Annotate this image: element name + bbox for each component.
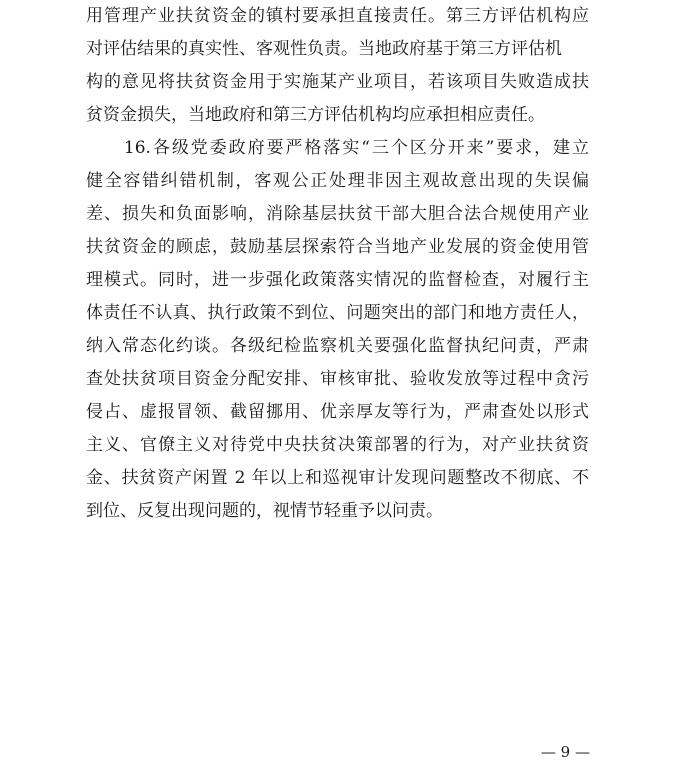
text-line: 主义、官僚主义对待党中央扶贫决策部署的行为，对产业扶贫资: [86, 435, 589, 455]
text-line: 到位、反复出现问题的，视情节轻重予以问责。: [86, 501, 443, 521]
text-line: 16.各级党委政府要严格落实“三个区分开来”要求，建立: [86, 138, 589, 158]
text-line: 构的意见将扶贫资金用于实施某产业项目，若该项目失败造成扶: [86, 72, 589, 92]
text-line: 用管理产业扶贫资金的镇村要承担直接责任。第三方评估机构应: [86, 6, 589, 26]
text-line: 理模式。同时，进一步强化政策落实情况的监督检查，对履行主: [86, 270, 589, 290]
text-line: 侵占、虚报冒领、截留挪用、优亲厚友等行为，严肃查处以形式: [86, 402, 589, 422]
text-line: 贫资金损失，当地政府和第三方评估机构均应承担相应责任。: [86, 105, 545, 125]
text-line: 金、扶贫资产闲置 2 年以上和巡视审计发现问题整改不彻底、不: [86, 468, 589, 488]
text-line: 差、损失和负面影响，消除基层扶贫干部大胆合法合规使用产业: [86, 204, 589, 224]
page-number: — 9 —: [540, 743, 590, 761]
text-line: 对评估结果的真实性、客观性负责。当地政府基于第三方评估机: [86, 39, 562, 59]
text-line: 扶贫资金的顾虑，鼓励基层探索符合当地产业发展的资金使用管: [86, 237, 589, 257]
text-line: 查处扶贫项目资金分配安排、审核审批、验收发放等过程中贪污: [86, 369, 589, 389]
text-line: 健全容错纠错机制，客观公正处理非因主观故意出现的失误偏: [86, 171, 589, 191]
body-text: [86, 0, 589, 528]
text-line: 纳入常态化约谈。各级纪检监察机关要强化监督执纪问责，严肃: [86, 336, 589, 356]
text-line: 体责任不认真、执行政策不到位、问题突出的部门和地方责任人，: [86, 303, 589, 323]
